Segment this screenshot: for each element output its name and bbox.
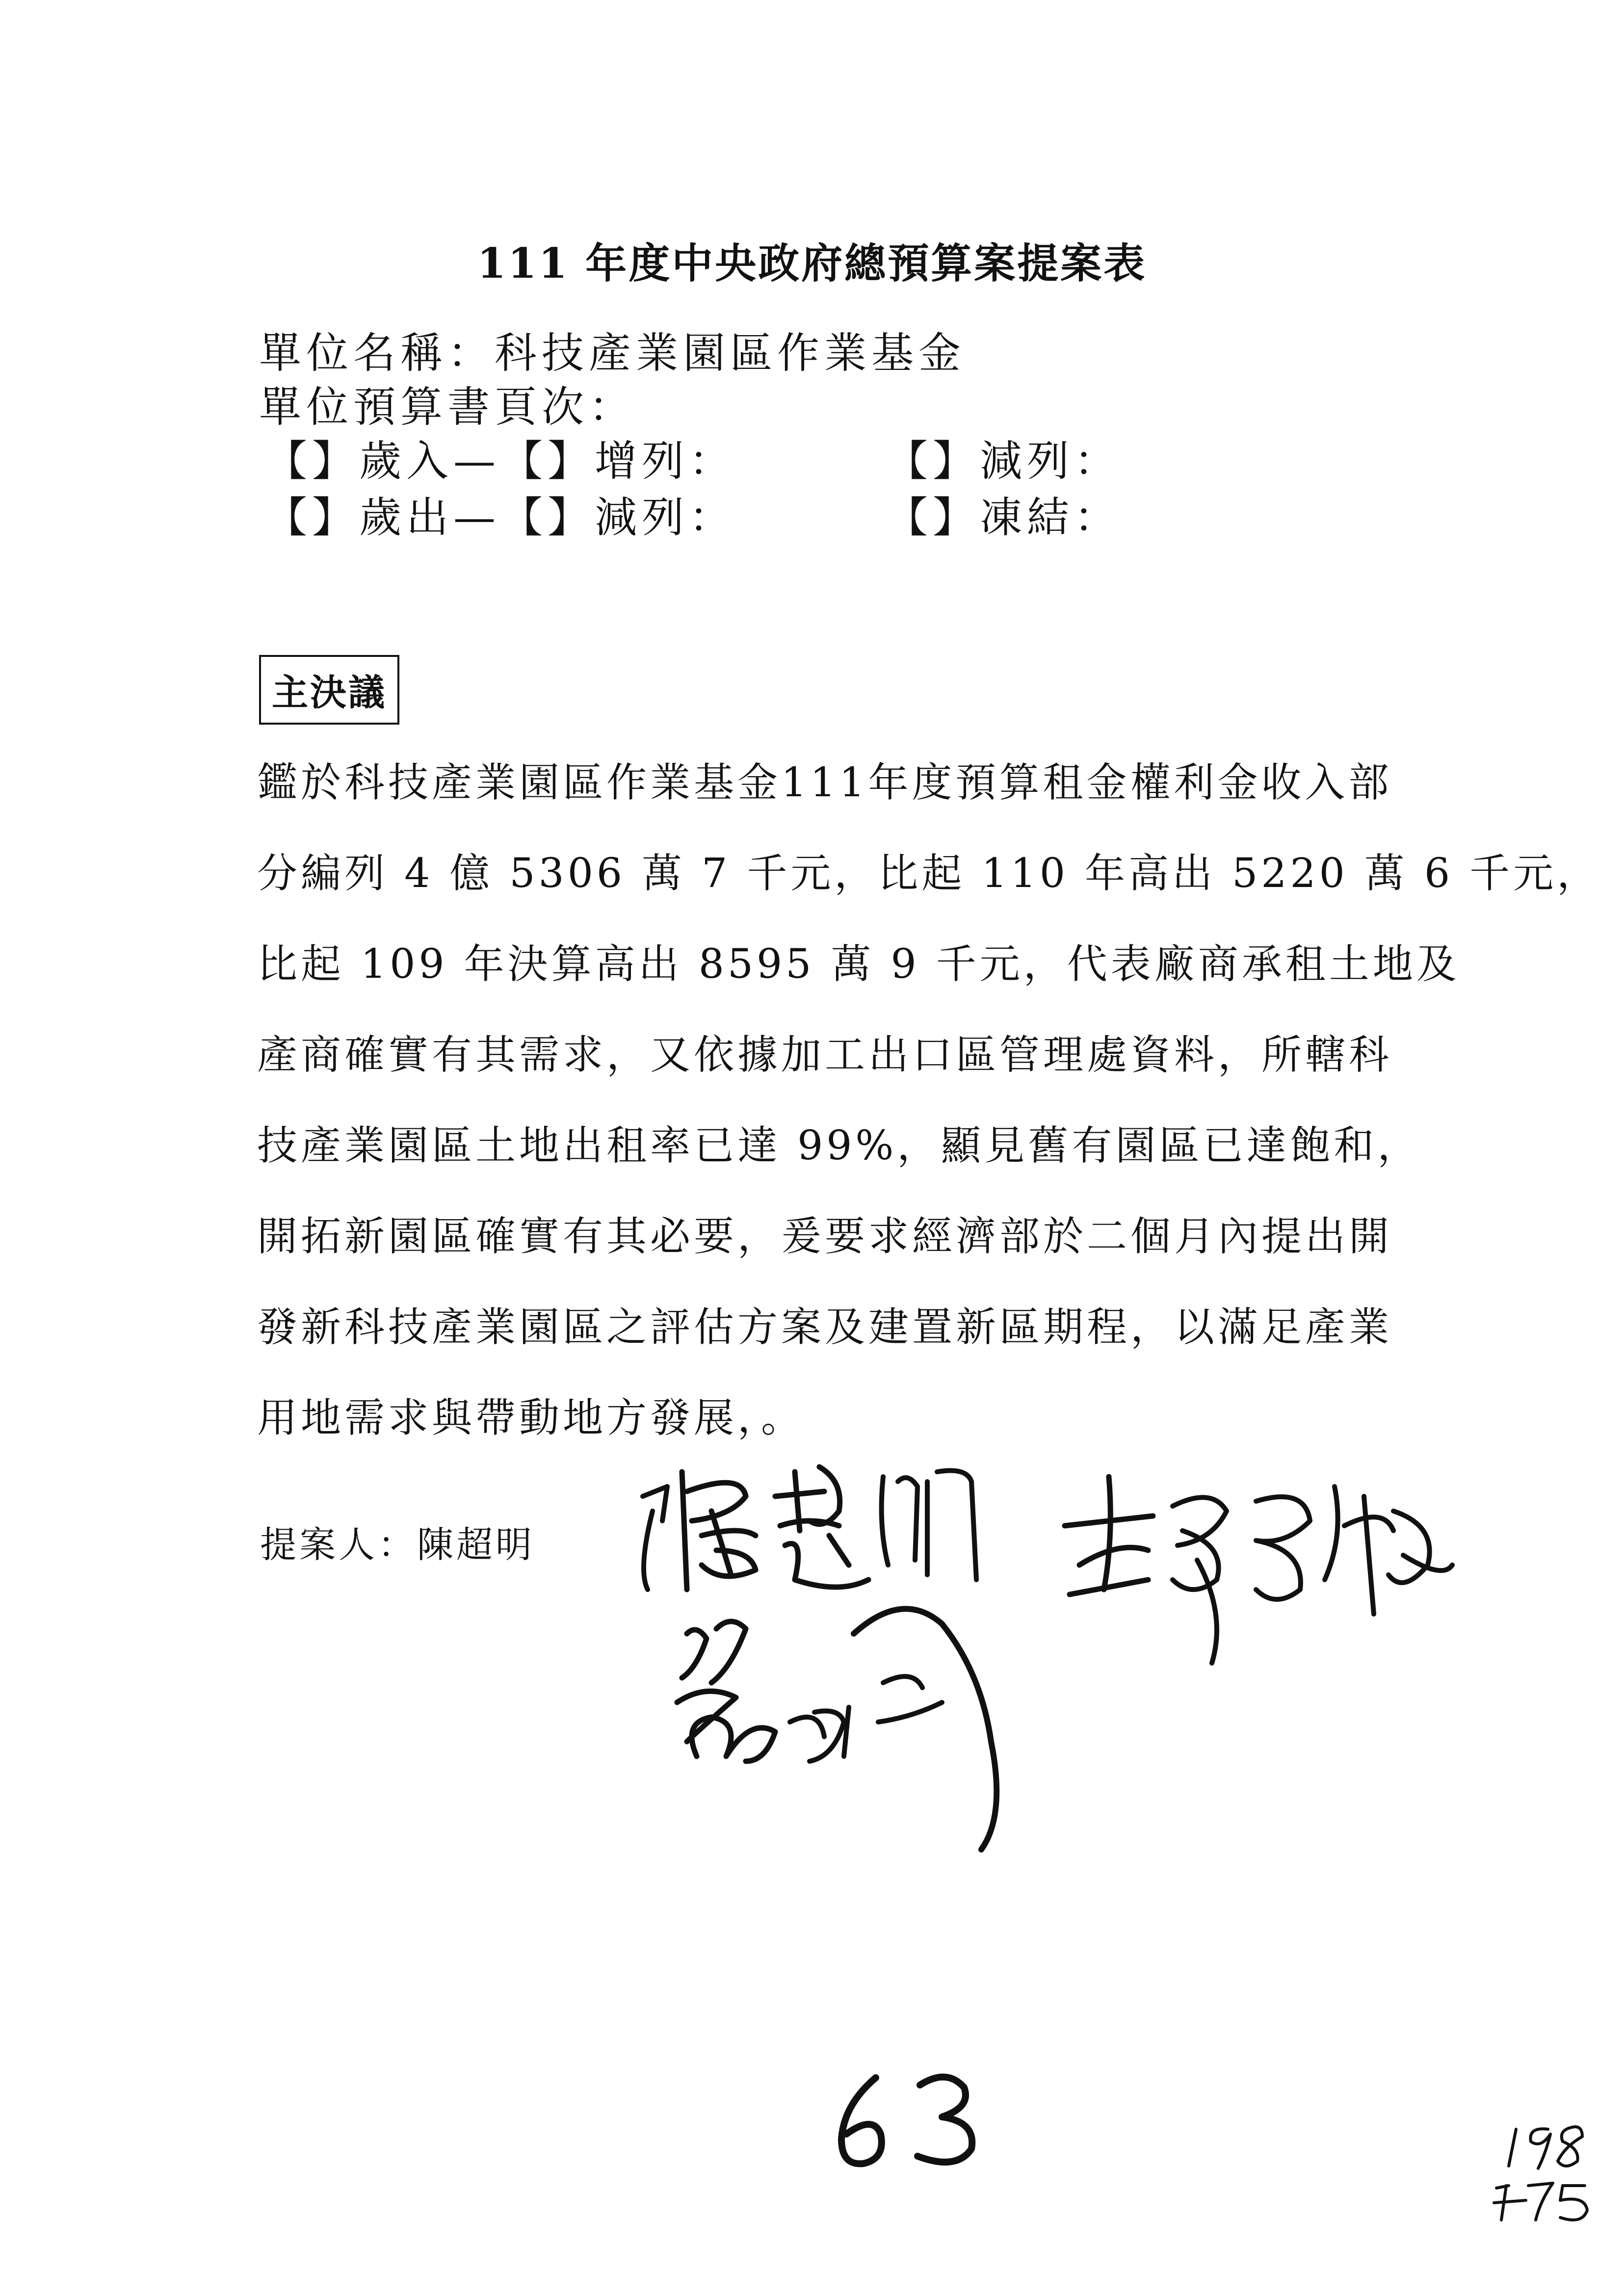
body-line: 用地需求與帶動地方發展，。 <box>257 1395 805 1441</box>
expenditure-decrease-row: 【】歲出—【】減列： <box>265 493 736 542</box>
handwritten-corner-number-bottom <box>1487 2173 1599 2227</box>
handwritten-corner-number-top-text: 198 <box>1550 2172 1551 2173</box>
body-line: 分編列 4 億 5306 萬 7 千元，比起 110 年高出 5220 萬 6 千元， <box>257 850 1601 897</box>
body-line: 技產業園區土地出租率已達 99%，顯見舊有園區已達飽和， <box>257 1122 1421 1169</box>
body-line: 比起 109 年決算高出 8595 萬 9 千元，代表廠商承租土地及 <box>257 941 1460 988</box>
handwritten-signature-3 <box>667 1594 1050 1869</box>
body-line: 開拓新園區確實有其必要，爰要求經濟部於二個月內提出開 <box>257 1213 1393 1260</box>
handwritten-corner-number-bottom-text: 175 <box>1543 2226 1544 2227</box>
handwritten-corner-number-top <box>1501 2119 1599 2173</box>
body-line: 產商確實有其需求，又依據加工出口區管理處資料，所轄科 <box>257 1032 1393 1078</box>
revenue-increase-row: 【】歲入—【】增列： <box>265 437 736 486</box>
handwritten-signature-2 <box>1050 1467 1462 1673</box>
proposer-label: 提案人：陳超明 <box>260 1524 535 1566</box>
body-line: 發新科技產業園區之評估方案及建置新區期程，以滿足產業 <box>257 1304 1393 1351</box>
body-line: 鑑於科技產業園區作業基金111年度預算租金權利金收入部 <box>257 759 1392 806</box>
page-title: 111 年度中央政府總預算案提案表 <box>477 239 1147 287</box>
unit-name: 單位名稱：科技產業園區作業基金 <box>259 329 966 378</box>
section-label-main-resolution: 主決議 <box>259 655 399 725</box>
unit-budget-pages: 單位預算書頁次： <box>259 383 636 432</box>
freeze-row: 【】凍結： <box>886 493 1121 542</box>
decrease-row: 【】減列： <box>886 437 1121 486</box>
handwritten-signature-1 <box>633 1452 1006 1609</box>
handwritten-page-number <box>829 2070 991 2173</box>
